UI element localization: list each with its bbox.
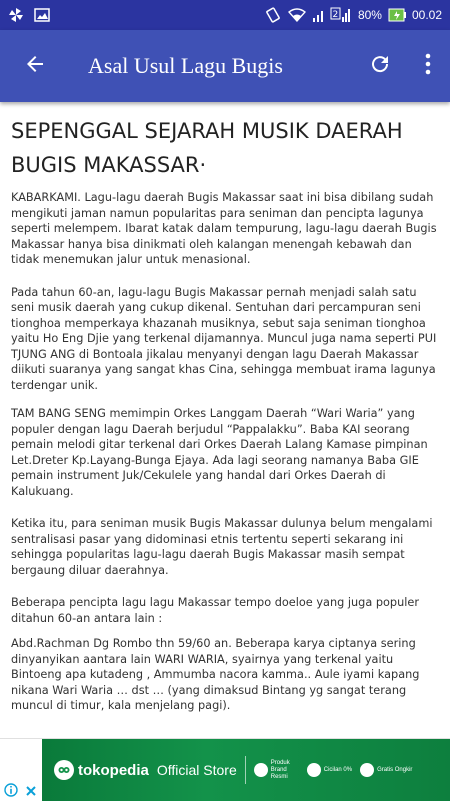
ad-creative[interactable] [42, 739, 450, 801]
image-icon [34, 8, 50, 22]
signal-2-icon [330, 7, 352, 23]
signal-icon [312, 8, 324, 22]
app-bar [0, 30, 450, 102]
article-content[interactable] [0, 102, 450, 738]
truck-icon [360, 763, 374, 777]
wifi-icon [288, 8, 306, 22]
article-paragraph: TAM BANG SENG memimpin Orkes Langgam Daerah “Wari Waria” yang populer dengan lagu Daerah berjudul “Pappalakku”. Baba KAI seorang pemain melodi gitar terkenal dari Orkes Daerah Lalang Kamase pimpinan Let.Dreter Kp.Layang-Bunga Ejaya. Ada lagi seorang namanya Baba GIE pemain instrument Juk/Cekulele yang handal dari Orkes Daerah di Kalukuang. [11, 407, 428, 498]
ad-divider [245, 756, 246, 784]
ad-store-label: Official Store [156, 762, 237, 778]
refresh-icon [368, 52, 392, 80]
status-bar [0, 0, 450, 30]
refresh-button[interactable] [354, 30, 406, 102]
close-icon [25, 782, 37, 801]
adchoices-icon [4, 782, 18, 801]
percent-icon [307, 763, 321, 777]
ad-brand: tokopedia [78, 761, 149, 779]
arrow-back-icon [23, 52, 47, 80]
tokopedia-logo [54, 760, 237, 780]
page-title: Asal Usul Lagu Bugis [88, 53, 283, 78]
ad-feature-label: Cicilan 0% [323, 766, 353, 773]
ad-feature [360, 763, 412, 777]
battery-percentage: 80% [357, 8, 382, 22]
article-paragraph: Ketika itu, para seniman musik Bugis Makassar dulunya belum mengalami sentralisasi pasar yang didominasi etnis tertentu seperti sekarang ini sehingga popularitas lagu-lagu daerah Bugis Makassar masih sempat bergaung diluar daerahnya. [11, 517, 433, 577]
pinwheel-icon [8, 7, 24, 23]
adchoices-button[interactable] [0, 781, 22, 801]
article-paragraph: Pada tahun 60-an, lagu-lagu Bugis Makassar pernah menjadi salah satu seni musik daerah yang cukup dikenal. Sentuhan dari percampuran seni tionghoa memperkaya khazanah musiknya, sebut saja seniman tionghoa yaitu Ho Eng Djie yang terkenal dijamannya. Muncul juga nama seperti PUI TJUNG ANG di Bontoala jikalau menyanyi dengan lagu Daerah Makassar diikuti suaranya yang sangat khas Cina, sehingga membuat irama lagunya terdengar unik. [11, 285, 437, 392]
clock: 00.02 [411, 8, 442, 22]
badge-icon [254, 763, 268, 777]
svg-text:2: 2 [332, 10, 339, 20]
article-paragraph: Abd.Rachman Dg Rombo thn 59/60 an. Beberapa karya ciptanya sering dinyanyikan aantara lain WARI WARIA, syairnya yang terkenal yaitu Bintoeng apa kutadeng , Ammumba nacora kamma.. Aule iyami kapang nikana Wari Waria … dst … (yang dimaksud Bintang yg sangat terang muncul di timur, kala menjelang pagi). [11, 637, 420, 712]
ad-close-button[interactable] [23, 783, 39, 799]
ad-feature [254, 760, 299, 781]
back-button[interactable] [0, 30, 70, 102]
article-paragraph: KABARKAMI. Lagu-lagu daerah Bugis Makassar saat ini bisa dibilang sudah mengikuti jaman namun popularitas para seniman dan pencipta lagunya seperti melempem. Ibarat katak dalam tempurung, lagu-lagu daerah Bugis Makassar hanya bisa dinikmati oleh kalangan menengah kebawah dan tidak menemukan jalur untuk menasional. [11, 191, 437, 266]
ad-feature [307, 763, 352, 777]
ad-banner[interactable] [0, 738, 450, 800]
vibrate-icon [264, 6, 282, 24]
article-paragraph: Beberapa pencipta lagu lagu Makassar tempo doeloe yang juga populer ditahun 60-an antara lain : [11, 596, 419, 625]
article-title: SEPENGGAL SEJARAH MUSIK DAERAH BUGIS MAKASSAR· [11, 119, 403, 177]
ad-feature-label: Produk Brand Resmi [270, 759, 290, 780]
ad-feature-label: Gratis Ongkir [377, 766, 413, 773]
overflow-menu-button[interactable] [406, 30, 450, 102]
owl-icon [54, 760, 74, 780]
battery-charging-icon [388, 7, 406, 23]
more-vert-icon [425, 53, 431, 79]
